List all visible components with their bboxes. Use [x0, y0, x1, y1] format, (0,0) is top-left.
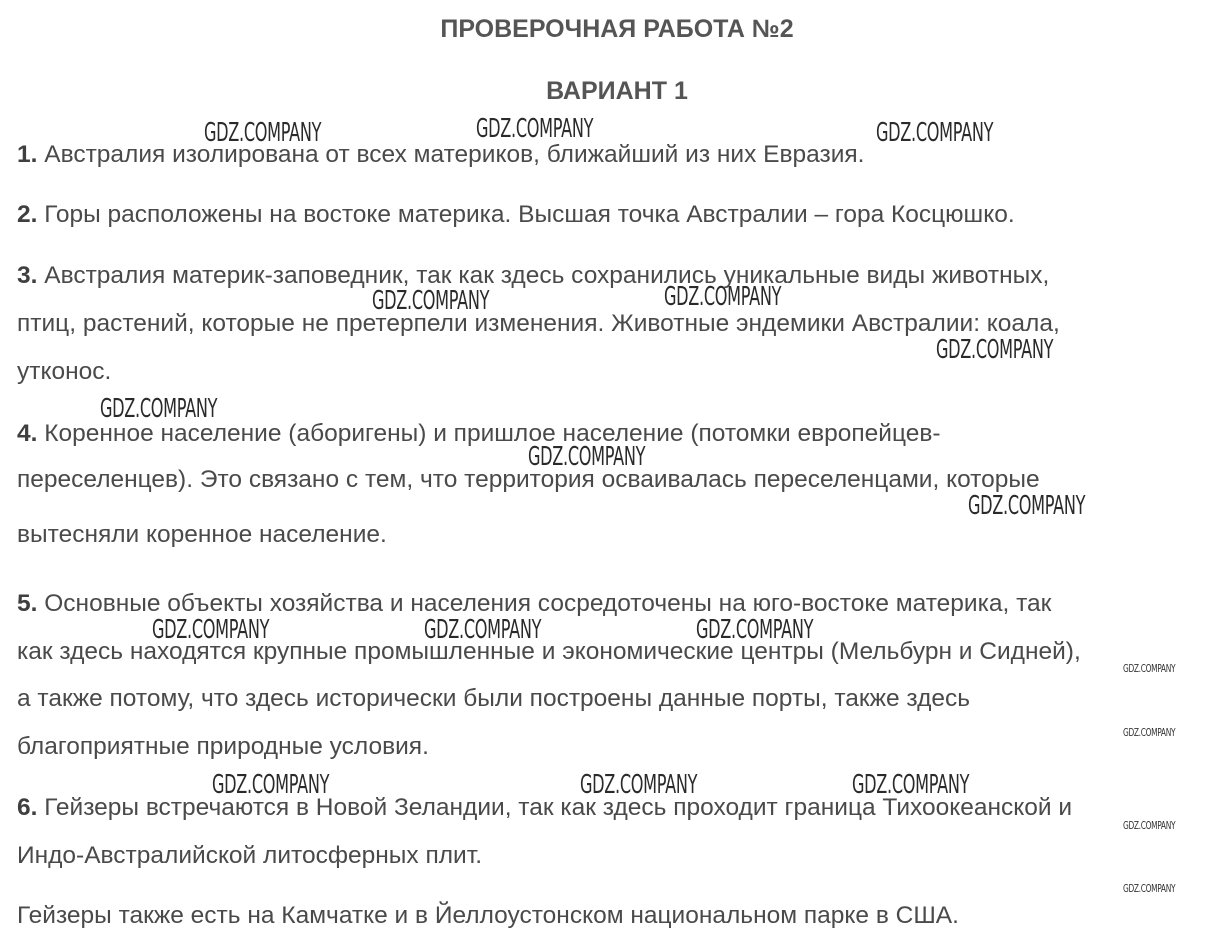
watermark: GDZ.COMPANY — [696, 615, 814, 645]
answer-number: 6. — [17, 794, 38, 821]
watermark: GDZ.COMPANY — [968, 491, 1086, 521]
answer-4-line-3: вытесняли коренное население. — [17, 521, 387, 548]
answer-4-line-1: 4. Коренное население (аборигены) и пришлое население (потомки европейцев- — [17, 420, 941, 447]
answer-6-line-1: 6. Гейзеры встречаются в Новой Зеландии, так как здесь проходит граница Тихоокеанской и — [17, 794, 1073, 821]
watermark: GDZ.COMPANY — [372, 286, 490, 316]
watermark: GDZ.COMPANY — [936, 335, 1054, 365]
answer-number: 3. — [17, 262, 38, 289]
answer-number: 5. — [17, 590, 38, 617]
answer-2-line-1: 2. Горы расположены на востоке материка. Высшая точка Австралии – гора Косцюшко. — [17, 201, 1015, 228]
answer-6-line-2: Индо-Австралийской литосферных плит. — [17, 842, 483, 869]
answer-1-line-1: 1. Австралия изолирована от всех материков, ближайший из них Евразия. — [17, 141, 865, 168]
answer-5-line-3: а также потому, что здесь исторически были построены данные порты, также здесь — [17, 685, 971, 712]
answer-5-line-1: 5. Основные объекты хозяйства и населения сосредоточены на юго-востоке материка, так — [17, 590, 1052, 617]
watermark: GDZ.COMPANY — [1123, 726, 1176, 739]
watermark: GDZ.COMPANY — [852, 770, 970, 800]
answer-5-line-2: как здесь находятся крупные промышленные и экономические центры (Мельбурн и Сидней), — [17, 638, 1081, 665]
answer-3-line-2: птиц, растений, которые не претерпели изменения. Животные эндемики Австралии: коала, — [17, 310, 1060, 337]
watermark: GDZ.COMPANY — [1123, 819, 1176, 832]
watermark: GDZ.COMPANY — [528, 442, 646, 472]
answer-number: 2. — [17, 201, 38, 228]
watermark: GDZ.COMPANY — [580, 770, 698, 800]
answer-number: 1. — [17, 141, 38, 168]
answer-number: 4. — [17, 420, 38, 447]
watermark: GDZ.COMPANY — [664, 282, 782, 312]
watermark: GDZ.COMPANY — [212, 770, 330, 800]
page-title: ПРОВЕРОЧНАЯ РАБОТА №2 — [440, 15, 794, 43]
watermark: GDZ.COMPANY — [1123, 662, 1176, 675]
watermark: GDZ.COMPANY — [1123, 882, 1176, 895]
watermark: GDZ.COMPANY — [424, 615, 542, 645]
answer-4-line-2: переселенцев). Это связано с тем, что территория осваивалась переселенцами, которые — [17, 466, 1040, 493]
watermark: GDZ.COMPANY — [152, 615, 270, 645]
answer-3-line-1: 3. Австралия материк-заповедник, так как здесь сохранились уникальные виды животных, — [17, 262, 1050, 289]
watermark: GDZ.COMPANY — [100, 394, 218, 424]
answer-3-line-3: утконос. — [17, 358, 112, 385]
answer-6-line-3: Гейзеры также есть на Камчатке и в Йеллоустонском национальном парке в США. — [17, 902, 959, 929]
variant-heading: ВАРИАНТ 1 — [546, 77, 688, 105]
watermark: GDZ.COMPANY — [204, 118, 322, 148]
answer-5-line-4: благоприятные природные условия. — [17, 733, 429, 760]
watermark: GDZ.COMPANY — [476, 114, 594, 144]
watermark: GDZ.COMPANY — [876, 118, 994, 148]
